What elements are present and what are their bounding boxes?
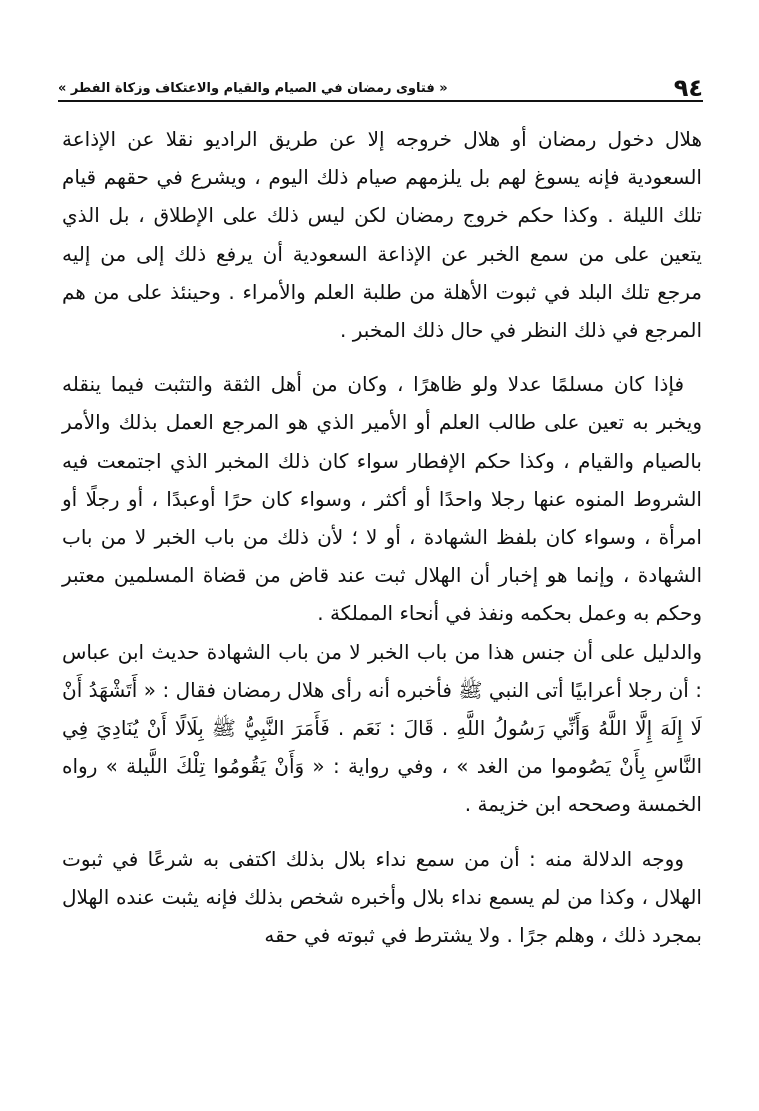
page-number: ٩٤ bbox=[673, 74, 703, 102]
paragraph-2: فإذا كان مسلمًا عدلا ولو ظاهرًا ، وكان من أهل الثقة والتثبت فيما ينقله ويخبر به تعين على طالب العلم أو الأمير الذي هو المرجع العمل بذلك والأمر بالصيام والقيام ، وكذا حكم الإفطار سواء كان ذلك المخبر الذي اجتمعت فيه الشروط المنوه عنها رجلا واحدًا أو أكثر ، وسواء كان حرًا أوعبدًا ، أو رجلًا أو امرأة ، وسواء كان بلفظ الشهادة ، أو لا ؛ لأن ذلك من باب الخبر لا من باب الشهادة ، وإنما هو إخبار أن الهلال ثبت عند قاض من قضاة المسلمين معتبر وحكم به وعمل بحكمه ونفذ في أنحاء المملكة . bbox=[62, 372, 702, 626]
paragraph-4: ووجه الدلالة منه : أن من سمع نداء بلال بذلك اكتفى به شرعًا في ثبوت الهلال ، وكذا من لم يسمع نداء بلال وأخبره شخص بذلك فإنه يثبت عنده الهلال بمجرد ذلك ، وهلم جرًا . ولا يشترط في ثبوته في حقه bbox=[62, 846, 702, 948]
page-body bbox=[62, 120, 702, 954]
paragraph-3: والدليل على أن جنس هذا من باب الخبر لا من باب الشهادة حديث ابن عباس : أن رجلا أعرابيًا أتى النبي ﷺ فأخبره أنه رأى هلال رمضان فقال : « أَتَشْهَدُ أَنْ لَا إِلَهَ إِلَّا اللَّهُ وَأَنِّي رَسُولُ اللَّهِ . قَالَ : نَعَم . فَأَمَرَ النَّبِيُّ ﷺ بِلَالًا أَنْ يُنَادِيَ فِي النَّاسِ بِأَنْ يَصُوموا من الغد » ، وفي رواية : « وَأَنْ يَقُومُوا تِلْكَ اللَّيلة » رواه الخمسة وصححه ابن خزيمة . bbox=[62, 639, 702, 817]
running-title: « فتاوى رمضان في الصيام والقيام والاعتكاف وزكاة الفطر » bbox=[58, 81, 448, 96]
paragraph-1: هلال دخول رمضان أو هلال خروجه إلا عن طريق الراديو نقلا عن الإذاعة السعودية فإنه يسوغ لهم بل يلزمهم صيام ذلك اليوم ، ويشرع في حقهم قيام تلك الليلة . وكذا حكم خروج رمضان لكن ليس ذلك على الإطلاق ، بل الذي يتعين على من سمع الخبر عن الإذاعة السعودية أن يرفع ذلك إلى من إليه مرجع تلك البلد في ثبوت الأهلة من طلبة العلم والأمراء . وحينئذ على من هم المرجع في ذلك النظر في حال ذلك المخبر . bbox=[62, 127, 702, 343]
header-divider bbox=[58, 100, 703, 102]
